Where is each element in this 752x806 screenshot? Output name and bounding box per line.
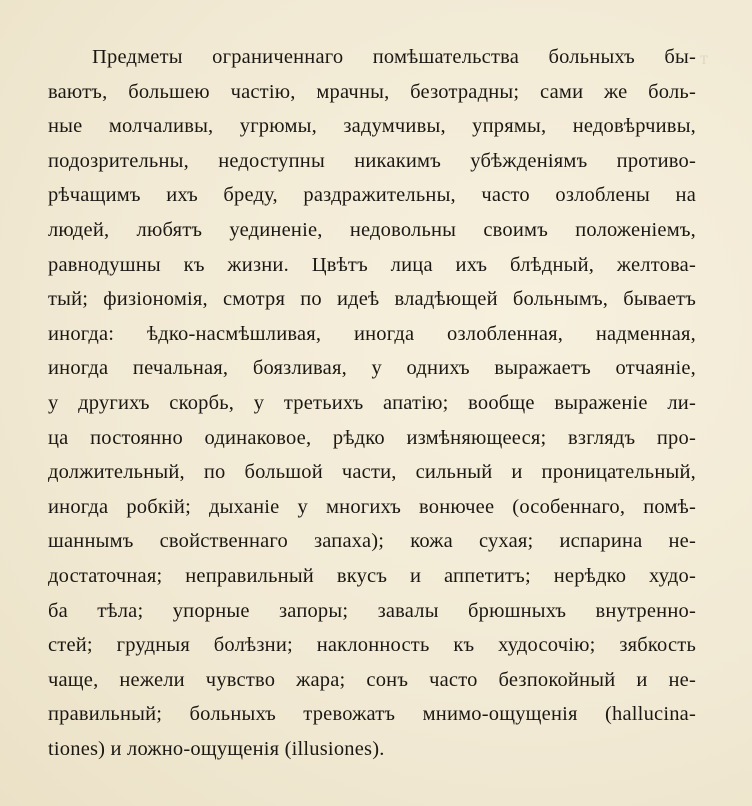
text-line: должительный, по большой части, сильный и проницательный, (48, 461, 696, 484)
text-line: Предметы ограниченнаго помѣшательства больныхъ бы- (92, 46, 696, 68)
text-line: у другихъ скорбь, у третьихъ апатію; вообще выраженіе ли- (48, 391, 696, 414)
text-line: людей, любятъ уединеніе, недовольны своимъ положеніемъ, (48, 218, 696, 241)
text-line: чаще, нежели чувство жара; сонъ часто безпокойный и не- (48, 668, 696, 691)
text-line: правильный; больныхъ тревожатъ мнимо-ощущенія (hallucina- (48, 703, 696, 726)
text-line: тый; физіономія, смотря по идеѣ владѣющей больнымъ, бываетъ (48, 288, 696, 311)
text-line: равнодушны къ жизни. Цвѣтъ лица ихъ блѣдный, желтова- (48, 253, 696, 276)
paragraph (48, 40, 696, 766)
text-line: иногда печальная, боязливая, у однихъ выражаетъ отчаяніе, (48, 357, 696, 380)
text-line: ные молчаливы, угрюмы, задумчивы, упрямы, недовѣрчивы, (48, 115, 696, 138)
text-line: рѣчащимъ ихъ бреду, раздражительны, часто озлоблены на (48, 184, 696, 207)
text-line: стей; грудныя болѣзни; наклонность къ худосочію; зябкость (48, 634, 696, 657)
text-line: ваютъ, большею частію, мрачны, безотрадны; сами же боль- (48, 80, 696, 103)
text-line: шаннымъ свойственнаго запаха); кожа сухая; испарина не- (48, 530, 696, 553)
text-line: подозрительны, недоступны никакимъ убѣжденіямъ противо- (48, 149, 696, 172)
bleed-through-top: т (700, 48, 708, 68)
text-line: иногда: ѣдко-насмѣшливая, иногда озлобленная, надменная, (48, 322, 696, 345)
text-line: иногда робкій; дыханіе у многихъ вонючее (особеннаго, помѣ- (48, 495, 696, 518)
text-line: ца постоянно одинаковое, рѣдко измѣняющееся; взглядъ про- (48, 426, 696, 449)
text-line: ба тѣла; упорные запоры; завалы брюшныхъ внутренно- (48, 599, 696, 622)
text-line: достаточная; неправильный вкусъ и аппетитъ; нерѣдко худо- (48, 564, 696, 587)
text-line: tiones) и ложно-ощущенія (illusiones). (48, 737, 385, 760)
